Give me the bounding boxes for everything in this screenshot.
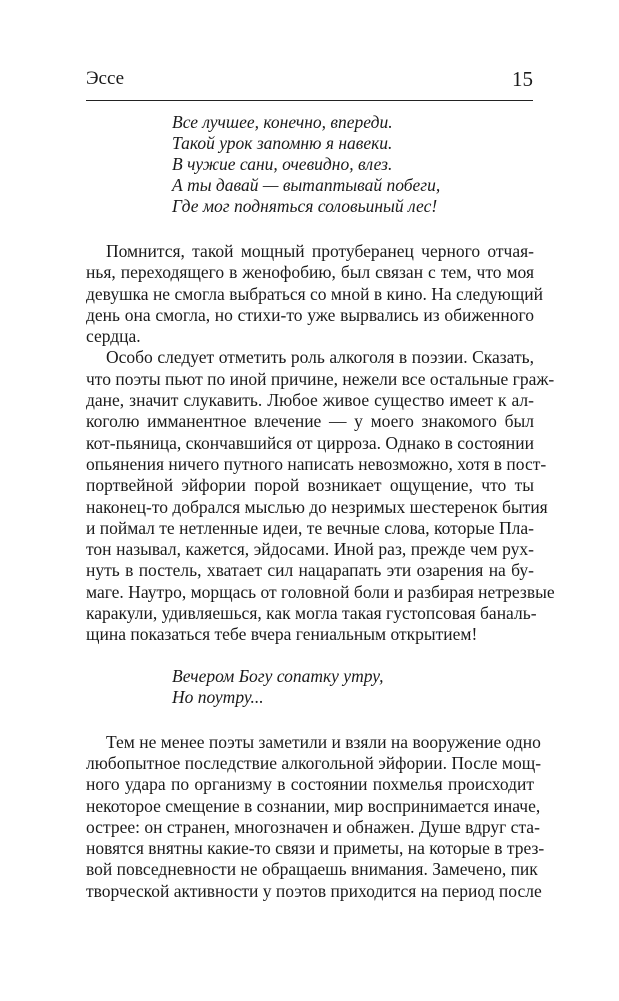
text-line: любопытное последствие алкогольной эйфории. После мощ- [86,752,542,773]
text-line: дане, значит слукавить. Любое живое существо имеет к ал- [86,390,534,411]
text-line: нья, переходящего в женофобию, был связан с тем, что моя [86,262,534,283]
running-header [86,68,533,98]
poem-excerpt-1 [86,112,534,217]
text-line: коголю имманентное влечение — у моего знакомого был [86,411,534,432]
text-line: кот-пьяница, скончавшийся от цирроза. Однако в состоянии [86,432,534,453]
text-line: что поэты пьют по иной причине, нежели все остальные граж- [86,368,555,389]
paragraph-3 [86,731,545,902]
text-line: тон называл, кажется, эйдосами. Иной раз, прежде чем рух- [86,539,534,560]
poem-line: Все лучшее, конечно, впереди. [172,112,393,132]
section-title: Эссе [86,68,125,89]
poem-excerpt-2 [86,666,534,708]
text-line: девушка не смогла выбраться со мной в кино. На следующий [86,283,543,304]
text-line: Особо следует отметить роль алкоголя в поэзии. Сказать, [106,347,534,368]
text-line: Помнится, такой мощный протуберанец черного отчая- [106,241,534,261]
text-line: портвейной эйфории порой возникает ощущение, что ты [86,475,534,496]
poem-line: Вечером Богу сопатку утру, [172,665,384,686]
text-line: нуть в постель, хватает сил нацарапать эти озарения на бу- [86,560,534,581]
text-line: день она смогла, но стихи-то уже вырвались из обиженного [86,304,534,325]
paragraph-2 [86,347,555,645]
text-line: острее: он странен, многозначен и обнажен. Душе вдруг ста- [86,816,540,837]
text-line: и поймал те нетленные идеи, те вечные слова, которые Пла- [86,517,534,538]
poem-line: А ты давай — вытаптывай побеги, [172,175,441,195]
paragraph-1 [86,241,543,347]
text-line: опьянения ничего путного написать невозможно, хотя в пост- [86,453,547,474]
text-line: Тем не менее поэты заметили и взяли на вооружение одно [106,731,541,752]
header-rule [86,100,533,101]
text-line: наконец-то добрался мыслью до незримых шестеренок бытия [86,496,548,517]
poem-line: Но поутру... [172,686,264,707]
text-line: маге. Наутро, морщась от головной боли и разбирая нетрезвые [86,581,555,602]
text-line: вой повседневности не обращаешь внимания. Замечено, пик [86,859,538,880]
page-number: 15 [512,67,533,91]
poem-line: В чужие сани, очевидно, влез. [172,154,393,174]
text-line: некоторое смещение в сознании, мир воспринимается иначе, [86,795,541,816]
text-line: каракули, удивляешься, как могла такая густопсовая баналь- [86,603,537,624]
poem-line: Где мог подняться соловьиный лес! [172,196,438,216]
poem-line: Такой урок запомню я навеки. [172,133,393,153]
text-line: сердца. [86,326,141,347]
text-line: щина показаться тебе вчера гениальным открытием! [86,624,478,645]
text-line: новятся внятны какие-то связи и приметы, на которые в трез- [86,838,545,859]
text-line: творческой активности у поэтов приходится на период после [86,880,542,901]
text-line: ного удара по организму в состоянии похмелья происходит [86,774,534,795]
page-body [86,112,555,902]
